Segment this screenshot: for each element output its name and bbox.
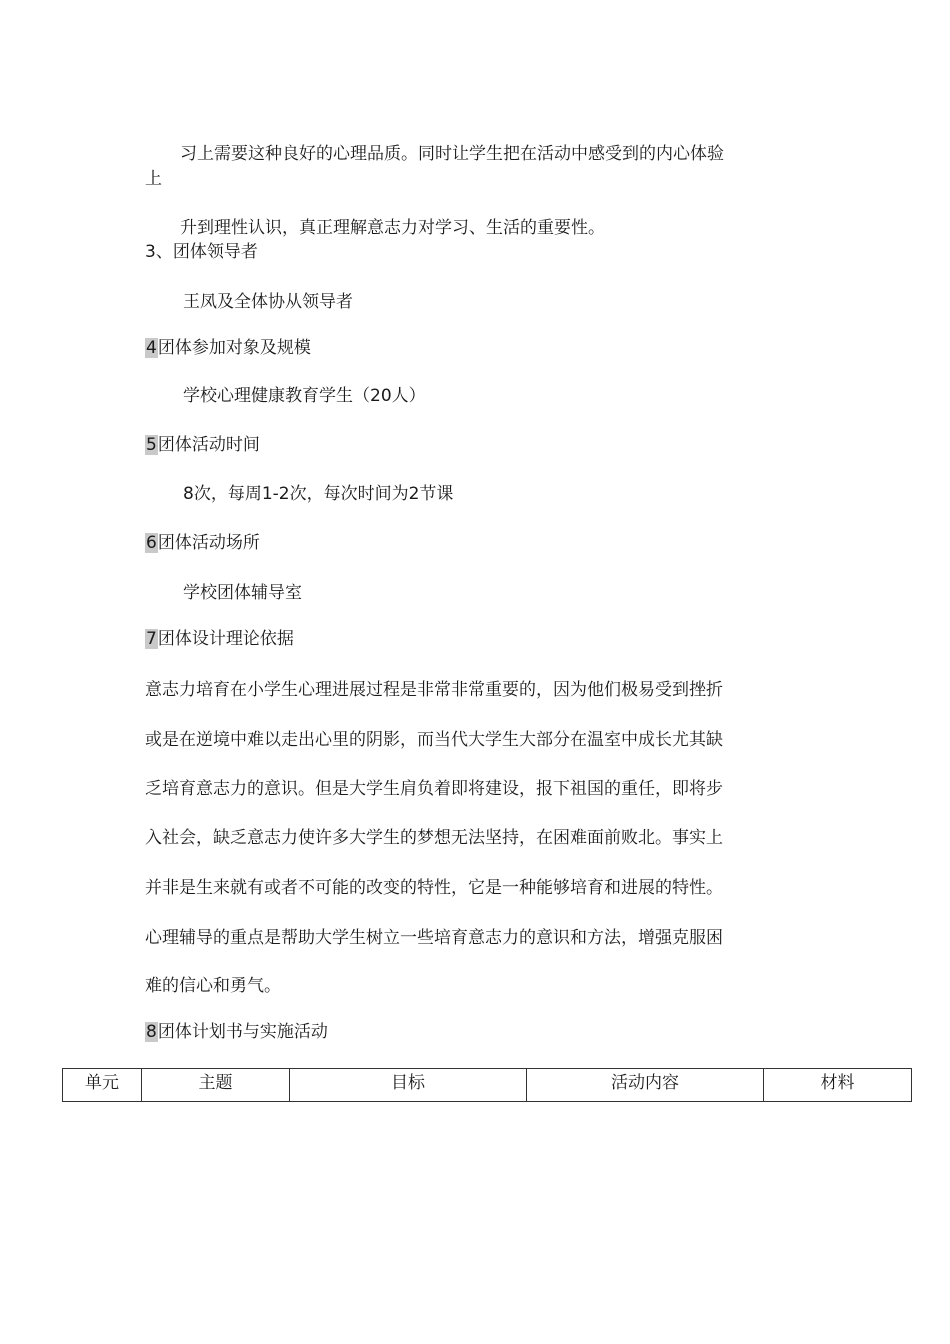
table-header-cell-goal: 目标 [290,1069,527,1102]
section-number: 5 [146,435,157,455]
theory-line: 心理辅导的重点是帮助大学生树立一些培育意志力的意识和方法，增强克服困 [145,928,723,948]
section-title: 团体参加对象及规模 [157,338,311,358]
section-heading-4 [145,337,311,359]
section-heading-7 [145,628,294,650]
table-header-cell-theme: 主题 [142,1069,290,1102]
theory-line: 乏培育意志力的意识。但是大学生肩负着即将建设，报下祖国的重任，即将步 [145,779,723,799]
section-body-5: 8次，每周1-2次，每次时间为2节课 [183,484,454,504]
theory-line: 入社会，缺乏意志力使许多大学生的梦想无法坚持，在困难面前败北。事实上 [145,828,723,848]
section-title: 团体活动场所 [157,533,260,553]
table-header-row [63,1069,912,1102]
section-title: 团体活动时间 [157,435,260,455]
section-body-4: 学校心理健康教育学生（20人） [183,386,426,406]
section-heading-6 [145,532,260,554]
section-number: 3 [145,242,156,262]
section-number: 7 [146,629,157,649]
section-title: 团体设计理论依据 [157,629,294,649]
section-body-6: 学校团体辅导室 [183,583,302,603]
section-heading-8 [145,1021,328,1043]
plan-table [62,1068,912,1102]
paragraph-line: 升到理性认识，真正理解意志力对学习、生活的重要性。 [180,218,605,238]
section-heading-3 [145,241,258,263]
section-title: 、团体领导者 [155,242,258,262]
table-header-cell-materials: 材料 [764,1069,912,1102]
section-number: 6 [146,533,157,553]
section-number: 8 [146,1022,157,1042]
paragraph-line: 习上需要这种良好的心理品质。同时让学生把在活动中感受到的内心体验 [180,144,724,164]
paragraph-line-wrap: 上 [145,169,162,189]
table-header-cell-unit: 单元 [63,1069,142,1102]
theory-line: 并非是生来就有或者不可能的改变的特性，它是一种能够培育和进展的特性。 [145,878,723,898]
table-header-cell-activity: 活动内容 [527,1069,764,1102]
theory-line: 或是在逆境中难以走出心里的阴影，而当代大学生大部分在温室中成长尤其缺 [145,730,723,750]
theory-line: 意志力培育在小学生心理进展过程是非常非常重要的，因为他们极易受到挫折 [145,680,723,700]
section-body-3: 王凤及全体协从领导者 [183,292,353,312]
section-heading-5 [145,434,260,456]
theory-line: 难的信心和勇气。 [145,976,281,996]
section-title: 团体计划书与实施活动 [157,1022,328,1042]
section-number: 4 [146,338,157,358]
